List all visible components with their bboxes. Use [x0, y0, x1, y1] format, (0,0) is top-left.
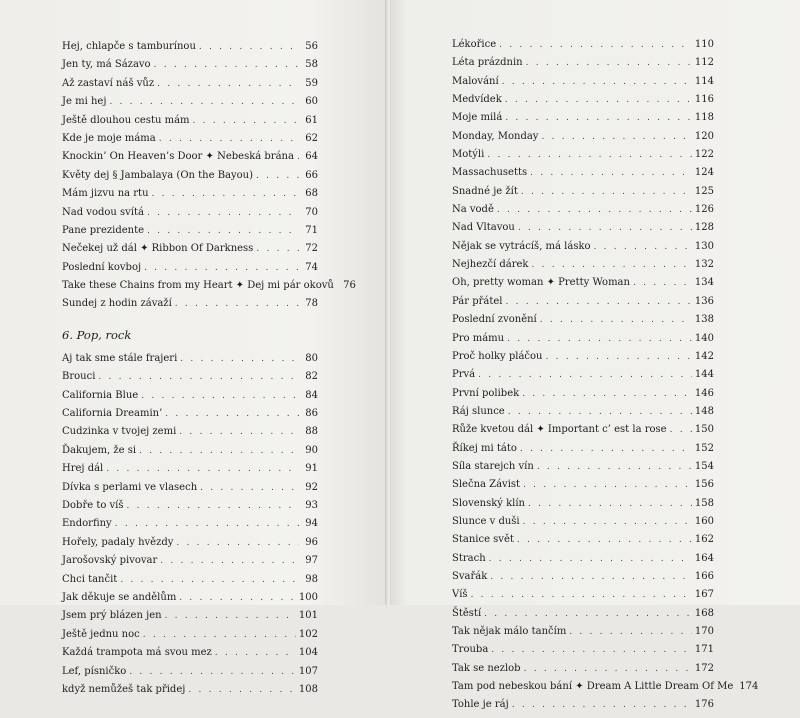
- toc-entry-page: 140: [694, 332, 714, 344]
- leader-dots: [484, 609, 692, 619]
- toc-entry-title: Moje milá: [452, 112, 503, 124]
- toc-entry: [452, 112, 714, 130]
- toc-entry-title: Růže kvetou dál ✦ Important c’ est la rose: [452, 424, 667, 436]
- toc-entry-page: 68: [305, 188, 318, 200]
- leader-dots: [499, 40, 692, 50]
- toc-entry: [62, 59, 318, 77]
- toc-entry-title: Lef, písničko: [62, 665, 127, 677]
- toc-entry-page: 158: [694, 497, 714, 509]
- leader-dots: [505, 95, 692, 105]
- toc-entry-page: 118: [694, 112, 714, 124]
- toc-entry-page: 88: [305, 426, 318, 438]
- right-toc: [452, 39, 759, 718]
- leader-dots: [528, 499, 692, 509]
- toc-entry-title: Stanice svět: [452, 534, 514, 546]
- leader-dots: [193, 116, 299, 126]
- leader-dots: [489, 554, 692, 564]
- leader-dots: [98, 372, 299, 382]
- toc-entry-page: 168: [694, 607, 714, 619]
- toc-entry: [62, 445, 318, 463]
- toc-entry-page: 170: [694, 626, 714, 637]
- toc-entry-page: 160: [694, 515, 714, 527]
- leader-dots: [143, 630, 296, 640]
- toc-entry-page: 162: [694, 534, 714, 546]
- toc-entry-page: 101: [298, 610, 318, 622]
- toc-entry: [62, 463, 318, 481]
- toc-entry-title: Endorfiny: [62, 518, 112, 530]
- toc-entry-title: Lékořice: [452, 39, 497, 50]
- toc-entry: [452, 681, 759, 699]
- toc-entry-page: 136: [694, 295, 714, 307]
- leader-dots: [256, 171, 299, 181]
- toc-entry-title: Štěstí: [452, 607, 482, 619]
- toc-entry: [62, 518, 318, 536]
- leader-dots: [176, 538, 299, 548]
- toc-entry-page: 102: [298, 628, 318, 640]
- toc-entry-title: Mám jizvu na rtu: [62, 188, 149, 200]
- toc-entry-title: Take these Chains from my Heart ✦ Dej mi pár okovů: [62, 280, 334, 292]
- toc-entry: [452, 388, 714, 406]
- toc-entry-title: Svařák: [452, 570, 488, 582]
- toc-entry-page: 107: [298, 665, 318, 677]
- toc-entry-page: 108: [298, 683, 318, 695]
- leader-dots: [127, 501, 299, 511]
- toc-entry-page: 72: [305, 243, 318, 255]
- leader-dots: [512, 700, 692, 710]
- leader-dots: [545, 352, 691, 362]
- leader-dots: [471, 590, 692, 600]
- toc-entry-page: 91: [305, 463, 318, 475]
- toc-entry-title: Sundej z hodin závaží: [62, 298, 172, 310]
- leader-dots: [165, 409, 299, 419]
- leader-dots: [540, 315, 692, 325]
- toc-entry-page: 84: [305, 389, 318, 401]
- toc-entry: [62, 225, 318, 243]
- toc-entry-page: 86: [305, 408, 318, 420]
- toc-entry: [62, 610, 318, 628]
- leader-dots: [532, 260, 692, 270]
- toc-entry-title: Strach: [452, 552, 486, 564]
- toc-entry: [62, 262, 318, 280]
- toc-entry-title: Poslední zvonění: [452, 314, 537, 326]
- toc-entry: [452, 626, 714, 644]
- toc-entry: [62, 666, 318, 684]
- leader-dots: [505, 113, 692, 123]
- toc-entry-title: Léta prázdnin: [452, 57, 523, 69]
- toc-entry-page: 59: [305, 77, 318, 89]
- toc-entry: [452, 94, 714, 112]
- leader-dots: [537, 462, 692, 472]
- toc-entry-title: Nějak se vytrácíš, má lásko: [452, 240, 591, 252]
- leader-dots: [490, 572, 692, 582]
- toc-entry-title: Pár přátel: [452, 295, 503, 307]
- toc-entry-page: 122: [694, 149, 714, 161]
- toc-entry: [452, 149, 714, 167]
- toc-entry-title: Tak se nezlob: [452, 662, 521, 674]
- toc-entry: [452, 663, 714, 681]
- toc-entry-page: 112: [694, 57, 714, 69]
- leader-dots: [530, 168, 692, 178]
- toc-entry-title: Jsem prý blázen jen: [62, 610, 162, 622]
- toc-entry-page: 74: [305, 261, 318, 273]
- toc-entry-title: Nečekej už dál ✦ Ribbon Of Darkness: [62, 243, 254, 255]
- toc-entry: [452, 39, 714, 57]
- leader-dots: [505, 297, 691, 307]
- leader-dots: [165, 611, 296, 621]
- toc-entry-page: 116: [694, 94, 714, 106]
- toc-entry-page: 120: [694, 130, 714, 142]
- left-page: [0, 0, 386, 695]
- leader-dots: [633, 278, 692, 288]
- leader-dots: [129, 667, 296, 677]
- toc-entry-title: California Dreamin’: [62, 408, 163, 420]
- toc-entry-page: 174: [739, 681, 759, 693]
- toc-entry-page: 71: [305, 224, 318, 236]
- leader-dots: [541, 132, 691, 142]
- toc-entry-page: 82: [305, 371, 318, 383]
- toc-entry-title: Ráj slunce: [452, 405, 505, 417]
- toc-entry-title: Aj tak sme stále frajeri: [62, 352, 178, 364]
- leader-dots: [670, 425, 692, 435]
- toc-entry-page: 148: [694, 405, 714, 417]
- toc-entry-title: Víš: [452, 589, 468, 601]
- toc-entry: [452, 241, 714, 259]
- toc-entry: [62, 482, 318, 500]
- leader-dots: [256, 244, 299, 254]
- toc-entry-title: Dobře to víš: [62, 499, 124, 511]
- toc-entry: [62, 78, 318, 96]
- toc-entry: [62, 408, 318, 426]
- toc-entry-title: Medvídek: [452, 94, 502, 106]
- left-toc: [62, 41, 356, 702]
- toc-entry: [452, 644, 714, 662]
- toc-entry: [62, 537, 318, 555]
- toc-entry-page: 144: [694, 369, 714, 381]
- toc-entry-page: 70: [305, 206, 318, 218]
- toc-entry-page: 58: [305, 59, 318, 71]
- leader-dots: [180, 354, 299, 364]
- toc-entry-page: 142: [694, 350, 714, 362]
- toc-entry-page: 80: [305, 352, 318, 364]
- toc-entry: [452, 314, 714, 332]
- toc-entry: [452, 516, 714, 534]
- toc-entry-page: 152: [694, 442, 714, 454]
- toc-entry-title: Nad Vltavou: [452, 222, 515, 234]
- leader-dots: [215, 648, 296, 658]
- toc-entry: [452, 608, 714, 626]
- toc-entry-page: 94: [305, 518, 318, 530]
- leader-dots: [491, 645, 692, 655]
- leader-dots: [188, 685, 296, 695]
- leader-dots: [157, 79, 299, 89]
- toc-entry: [62, 115, 318, 133]
- leader-dots: [478, 370, 692, 380]
- toc-entry-title: Jen ty, má Sázavo: [62, 59, 151, 71]
- leader-dots: [526, 58, 692, 68]
- toc-entry-title: Monday, Monday: [452, 130, 539, 142]
- leader-dots: [200, 483, 299, 493]
- toc-entry: [452, 369, 714, 387]
- toc-entry-page: 171: [694, 644, 714, 656]
- toc-entry-page: 150: [694, 424, 714, 436]
- toc-group-pop-rock: [62, 353, 318, 702]
- toc-entry-title: Massachusetts: [452, 167, 528, 179]
- toc-entry-page: 167: [694, 589, 714, 601]
- toc-entry-page: 110: [694, 39, 714, 50]
- leader-dots: [179, 427, 299, 437]
- section-heading: 6. Pop, rock: [62, 327, 132, 342]
- toc-entry-title: Ďakujem, že si: [62, 444, 137, 456]
- toc-entry-title: když nemůžeš tak přidej: [62, 683, 186, 695]
- leader-dots: [109, 97, 299, 107]
- toc-entry-title: Cudzinka v tvojej zemi: [62, 426, 177, 438]
- leader-dots: [522, 389, 692, 399]
- toc-entry: [62, 647, 318, 665]
- toc-entry-title: Knockin’ On Heaven’s Door ✦ Nebeská brána: [62, 151, 294, 163]
- toc-entry-page: 66: [305, 169, 318, 181]
- toc-entry: [62, 684, 318, 702]
- toc-entry: [62, 280, 356, 298]
- toc-entry-title: Malování: [452, 75, 499, 87]
- toc-entry-title: Květy dej § Jambalaya (On the Bayou): [62, 169, 254, 181]
- toc-entry-page: 146: [694, 387, 714, 399]
- toc-entry-page: 124: [694, 167, 714, 179]
- toc-entry: [62, 207, 318, 225]
- toc-entry-title: Brouci: [62, 371, 96, 383]
- toc-entry: [62, 390, 318, 408]
- toc-entry-page: 97: [305, 555, 318, 567]
- toc-entry-title: Motýli: [452, 149, 485, 161]
- toc-entry-title: Dívka s perlami ve vlasech: [62, 481, 198, 493]
- toc-entry: [452, 351, 714, 369]
- toc-entry-page: 78: [305, 298, 318, 310]
- toc-entry-page: 62: [305, 132, 318, 144]
- book-gutter: [385, 0, 391, 605]
- leader-dots: [160, 556, 299, 566]
- leader-dots: [508, 407, 692, 417]
- toc-entry-title: Slečna Závist: [452, 479, 521, 491]
- toc-entry-title: Proč holky pláčou: [452, 350, 543, 362]
- toc-entry-title: Trouba: [452, 644, 489, 656]
- toc-entry-page: 126: [694, 204, 714, 216]
- toc-entry-page: 130: [694, 240, 714, 252]
- toc-entry-title: Je mi hej: [62, 96, 107, 108]
- toc-entry-title: Tak nějak málo tančím: [452, 626, 567, 637]
- right-page: [386, 0, 800, 711]
- toc-entry: [452, 424, 714, 442]
- toc-entry: [62, 629, 318, 647]
- leader-dots: [141, 391, 299, 401]
- toc-entry: [452, 296, 714, 314]
- toc-entry-page: 64: [305, 151, 318, 163]
- toc-entry: [452, 277, 714, 295]
- toc-entry-title: Slovenský klín: [452, 497, 525, 509]
- toc-entry-title: Nejhezčí dárek: [452, 259, 529, 271]
- toc-entry-page: 61: [305, 114, 318, 126]
- toc-entry-title: Říkej mi táto: [452, 442, 517, 454]
- toc-entry-title: Ještě jednu noc: [62, 628, 140, 640]
- toc-entry: [452, 333, 714, 351]
- toc-entry: [452, 498, 714, 516]
- leader-dots: [152, 189, 299, 199]
- toc-entry-page: 176: [694, 699, 714, 711]
- toc-entry: [62, 188, 318, 206]
- toc-entry-title: Tohle je ráj: [452, 699, 509, 711]
- toc-entry-page: 138: [694, 314, 714, 326]
- leader-dots: [147, 208, 299, 218]
- toc-entry-title: Na vodě: [452, 204, 494, 216]
- toc-entry: [452, 131, 714, 149]
- toc-entry-title: California Blue: [62, 389, 139, 401]
- toc-entry-page: 166: [694, 570, 714, 582]
- toc-entry-title: Chci tančit: [62, 573, 118, 585]
- toc-entry: [62, 243, 318, 261]
- toc-entry: [452, 259, 714, 277]
- toc-entry: [452, 204, 714, 222]
- toc-entry: [62, 298, 318, 316]
- toc-entry-page: 154: [694, 460, 714, 472]
- toc-entry: [452, 479, 714, 497]
- leader-dots: [524, 664, 692, 674]
- toc-entry-title: Tam pod nebeskou bání ✦ Dream A Little Dream Of Me: [452, 681, 734, 693]
- leader-dots: [106, 464, 299, 474]
- toc-entry: [62, 151, 318, 169]
- toc-entry-page: 100: [298, 591, 318, 603]
- leader-dots: [594, 242, 692, 252]
- leader-dots: [144, 263, 299, 273]
- toc-entry-title: Hořely, padaly hvězdy: [62, 536, 174, 548]
- toc-entry: [62, 592, 318, 610]
- leader-dots: [502, 77, 692, 87]
- toc-entry: [452, 461, 714, 479]
- toc-entry: [452, 553, 714, 571]
- toc-entry: [62, 353, 318, 371]
- toc-entry: [452, 571, 714, 589]
- toc-entry-title: Síla starejch vín: [452, 460, 534, 472]
- toc-group-top: [62, 41, 356, 317]
- leader-dots: [521, 187, 692, 197]
- toc-entry-title: Pane prezidente: [62, 224, 145, 236]
- toc-entry: [452, 57, 714, 75]
- toc-entry-title: Jak děkuje se andělům: [62, 591, 177, 603]
- toc-entry-page: 60: [305, 96, 318, 108]
- toc-entry-title: Oh, pretty woman ✦ Pretty Woman: [452, 277, 630, 289]
- toc-entry-title: Slunce v duši: [452, 515, 520, 527]
- toc-entry-title: Snadné je žít: [452, 185, 518, 197]
- toc-entry-title: Pro mámu: [452, 332, 505, 344]
- toc-entry-page: 132: [694, 259, 714, 271]
- toc-entry-title: Poslední kovboj: [62, 261, 142, 273]
- toc-entry: [452, 167, 714, 185]
- toc-entry-title: Kde je moje máma: [62, 132, 156, 144]
- toc-entry-page: 104: [298, 647, 318, 659]
- toc-entry: [62, 500, 318, 518]
- toc-group-right: [452, 39, 759, 718]
- leader-dots: [569, 627, 692, 637]
- toc-entry: [452, 534, 714, 552]
- toc-entry-page: 114: [694, 75, 714, 87]
- leader-dots: [520, 444, 692, 454]
- leader-dots: [179, 593, 296, 603]
- leader-dots: [159, 134, 299, 144]
- toc-entry-title: Hej, chlapče s tamburínou: [62, 41, 196, 52]
- leader-dots: [487, 150, 692, 160]
- toc-entry-page: 125: [694, 185, 714, 197]
- toc-entry: [62, 574, 318, 592]
- toc-entry: [452, 222, 714, 240]
- leader-dots: [199, 42, 299, 52]
- toc-entry: [452, 76, 714, 94]
- toc-entry-title: Hrej dál: [62, 463, 104, 475]
- toc-entry-title: Nad vodou svítá: [62, 206, 144, 218]
- toc-entry-page: 134: [694, 277, 714, 289]
- leader-dots: [139, 446, 299, 456]
- toc-entry: [62, 426, 318, 444]
- toc-entry-page: 90: [305, 444, 318, 456]
- toc-entry-page: 92: [305, 481, 318, 493]
- leader-dots: [154, 60, 299, 70]
- toc-entry: [62, 41, 318, 59]
- toc-entry: [452, 699, 714, 717]
- leader-dots: [497, 205, 692, 215]
- toc-entry-page: 98: [305, 573, 318, 585]
- toc-entry: [62, 555, 318, 573]
- leader-dots: [523, 517, 692, 527]
- toc-entry: [62, 170, 318, 188]
- toc-entry-page: 76: [343, 280, 356, 292]
- toc-entry-title: Jarošovský pivovar: [62, 555, 158, 567]
- leader-dots: [175, 299, 299, 309]
- toc-entry-title: Každá trampota má svou mez: [62, 647, 212, 659]
- leader-dots: [115, 519, 299, 529]
- toc-entry-page: 128: [694, 222, 714, 234]
- toc-entry-page: 96: [305, 536, 318, 548]
- toc-entry: [452, 186, 714, 204]
- leader-dots: [518, 223, 692, 233]
- toc-entry: [62, 96, 318, 114]
- leader-dots: [120, 575, 299, 585]
- leader-dots: [523, 480, 692, 490]
- toc-entry-page: 93: [305, 499, 318, 511]
- leader-dots: [147, 226, 299, 236]
- toc-entry-title: První polibek: [452, 387, 520, 399]
- toc-entry: [62, 371, 318, 389]
- toc-entry-page: 56: [305, 41, 318, 52]
- toc-entry-title: Ještě dlouhou cestu mám: [62, 114, 190, 126]
- toc-entry-title: Prvá: [452, 369, 476, 381]
- toc-entry: [452, 406, 714, 424]
- toc-entry: [62, 133, 318, 151]
- toc-entry-title: Až zastaví náš vůz: [62, 77, 155, 89]
- toc-entry-page: 156: [694, 479, 714, 491]
- leader-dots: [517, 535, 692, 545]
- toc-entry-page: 164: [694, 552, 714, 564]
- toc-entry-page: 172: [694, 662, 714, 674]
- leader-dots: [507, 334, 692, 344]
- toc-entry: [452, 443, 714, 461]
